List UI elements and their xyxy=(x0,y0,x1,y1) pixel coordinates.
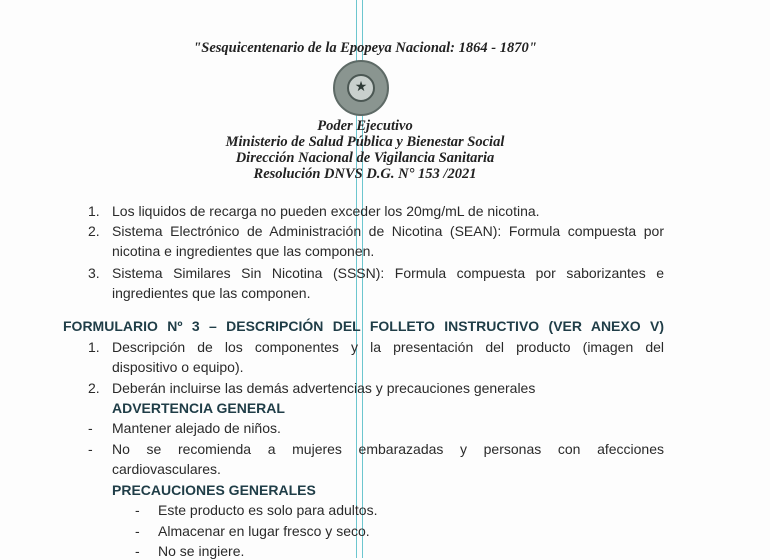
list-number: 2. xyxy=(88,223,100,239)
precaution-item: Almacenar en lugar fresco y seco. xyxy=(158,523,370,539)
list-number: 2. xyxy=(88,380,100,396)
precaution-item: Este producto es solo para adultos. xyxy=(158,502,378,518)
list-item: Deberán incluirse las demás advertencias y precauciones generales xyxy=(112,380,536,396)
list-item: nicotina e ingredientes que las componen. xyxy=(112,243,375,259)
header-line: Ministerio de Salud Pública y Bienestar Social xyxy=(225,134,505,150)
motto: "Sesquicentenario de la Epopeya Nacional: 1864 - 1870" xyxy=(193,40,537,56)
warning-item: cardiovasculares. xyxy=(112,461,221,477)
precaution-item: No se ingiere. xyxy=(158,543,245,559)
list-number: 1. xyxy=(88,339,100,355)
dash: - xyxy=(135,543,140,559)
header-line: Resolución DNVS D.G. N° 153 /2021 xyxy=(253,166,477,182)
list-item: Sistema Similares Sin Nicotina (SSSN): Formula compuesta por saborizantes e xyxy=(112,265,664,281)
national-seal-icon: ★ xyxy=(333,60,389,116)
header-line: Poder Ejecutivo xyxy=(317,118,413,134)
section-heading: FORMULARIO Nº 3 – DESCRIPCIÓN DEL FOLLETO INSTRUCTIVO (VER ANEXO V) xyxy=(63,318,664,334)
list-item: ingredientes que las componen. xyxy=(112,285,311,301)
list-number: 3. xyxy=(88,265,100,281)
list-item: Los liquidos de recarga no pueden exceder los 20mg/mL de nicotina. xyxy=(112,203,540,219)
warning-heading: ADVERTENCIA GENERAL xyxy=(112,400,285,416)
list-number: 1. xyxy=(88,203,100,219)
warning-item: Mantener alejado de niños. xyxy=(112,420,281,436)
list-item: Descripción de los componentes y la presentación del producto (imagen del xyxy=(112,339,664,355)
warning-item: No se recomienda a mujeres embarazadas y personas con afecciones xyxy=(112,441,664,457)
dash: - xyxy=(135,523,140,539)
dash: - xyxy=(135,502,140,518)
dash: - xyxy=(88,420,93,436)
precautions-heading: PRECAUCIONES GENERALES xyxy=(112,482,316,498)
list-item: dispositivo o equipo). xyxy=(112,359,244,375)
dash: - xyxy=(88,441,93,457)
list-item: Sistema Electrónico de Administración de Nicotina (SEAN): Formula compuesta por xyxy=(112,223,664,239)
header-line: Dirección Nacional de Vigilancia Sanitaria xyxy=(235,150,495,166)
